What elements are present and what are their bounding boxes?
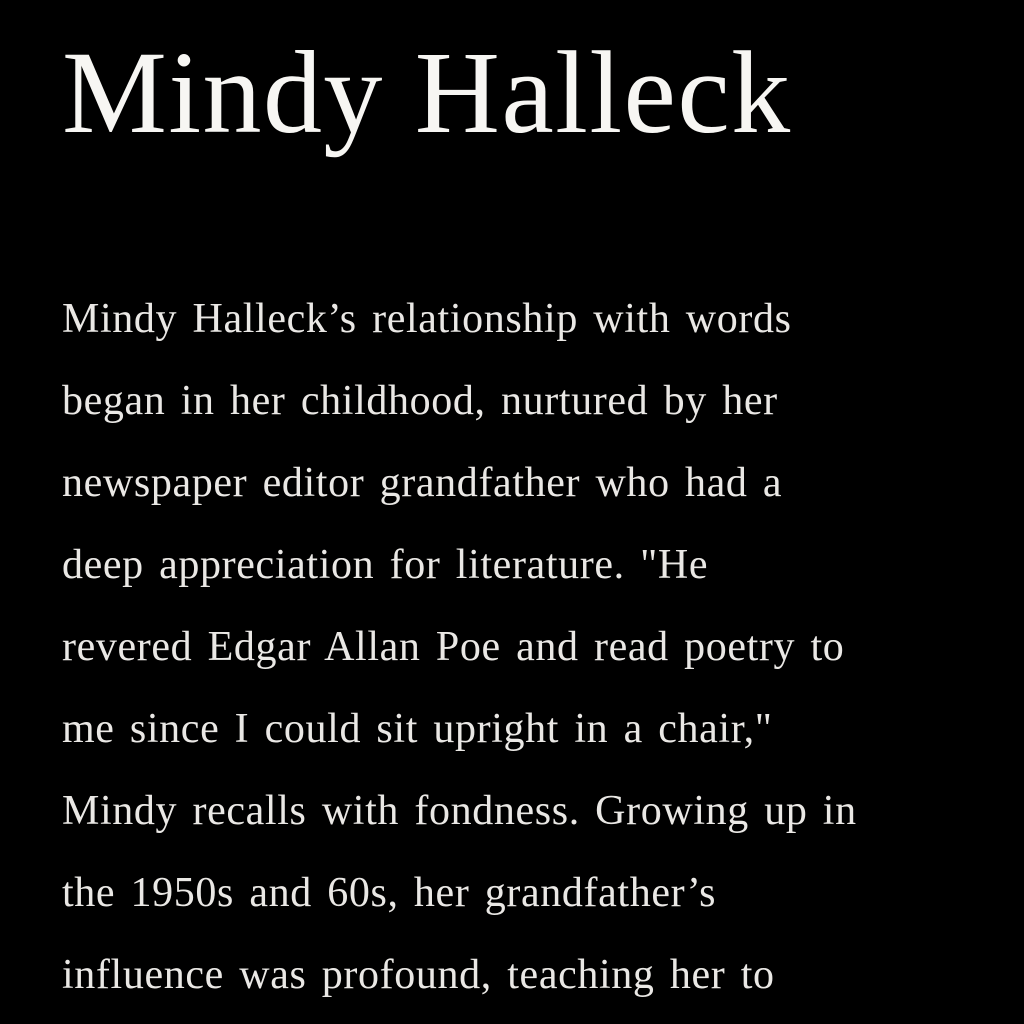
bio-line: influence was profound, teaching her to [62,952,775,998]
bio-line: the 1950s and 60s, her grandfather’s [62,870,717,916]
bio-line: Mindy recalls with fondness. Growing up in [62,788,857,834]
bio-line: me since I could sit upright in a chair," [62,706,773,752]
bio-line: began in her childhood, nurtured by her [62,378,778,424]
page-title: Mindy Halleck [62,27,792,158]
bio-line: Mindy Halleck’s relationship with words [62,296,792,342]
bio-line: revered Edgar Allan Poe and read poetry to [62,624,845,670]
bio-paragraph [62,278,984,1016]
bio-line: newspaper editor grandfather who had a [62,460,783,506]
bio-line: deep appreciation for literature. "He [62,542,709,588]
